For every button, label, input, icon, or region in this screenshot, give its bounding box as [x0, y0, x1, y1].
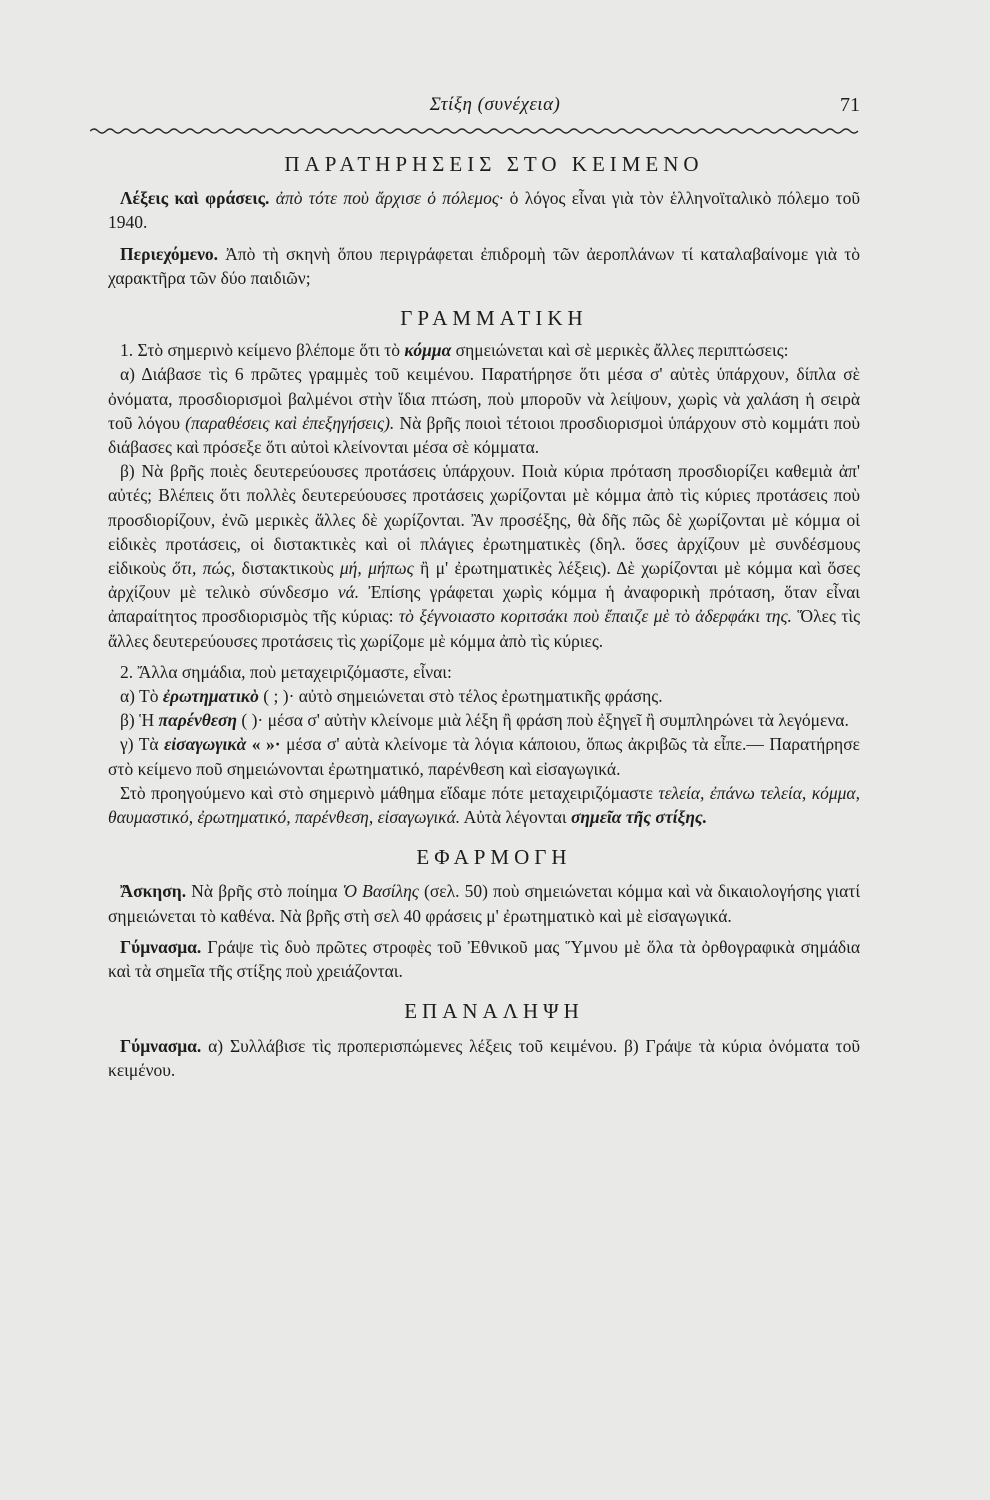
- term-comma: κόμμα: [404, 340, 452, 361]
- paragraph-text: Ὅλες τὶς ἄλλες δευτερεύουσες προτάσεις τὶς χωρίζομε μὲ κόμμα ἀπὸ τὶς κύριες.: [108, 606, 861, 651]
- lead-practice: Γύμνασμα.: [120, 1035, 202, 1056]
- symbol: « »·: [251, 734, 281, 755]
- grammar-item-2c: [108, 732, 860, 780]
- lead-words-phrases: Λέξεις καὶ φράσεις.: [120, 188, 270, 209]
- paragraph-text: γ) Τὰ: [120, 734, 159, 755]
- paragraph-text: Ἀπὸ τὴ σκηνὴ ὅπου περιγράφεται ἐπιδρομὴ τῶν ἀεροπλάνων τί καταλαβαίνομε γιὰ τὸ χαρακτῆρα τῶν δύο παιδιῶν;: [108, 243, 860, 288]
- grammar-item-2a: [108, 684, 860, 708]
- page-body: [108, 152, 860, 1082]
- section-heading-revision: ΕΠΑΝΑΛΗΨΗ: [404, 999, 584, 1024]
- exercise-paragraph: [108, 879, 860, 927]
- paragraph-text: α) Συλλάβισε τὶς προπερισπώμενες λέξεις τοῦ κειμένου. β) Γράψε τὰ κύρια ὀνόματα τοῦ κειμένου.: [108, 1035, 861, 1080]
- grammar-item-1: [108, 338, 860, 362]
- italic-example: ὅτι, πώς,: [172, 558, 236, 579]
- paragraph-text: β) Νὰ βρῆς ποιὲς δευτερεύουσες προτάσεις ὑπάρχουν. Ποιὰ κύρια πρόταση προσδιορίζει καθεμιὰ ἀπ' αὐτές; Βλέπεις ὅτι πολλὲς δευτερεύουσες προτάσεις χωρίζονται μὲ κόμμα ἀπὸ τὶς κύριες προτάσεις ποὺ προσδιορίζουν, ἐνῶ μερικὲς ἄλλες δὲ χωρίζονται. Ἂν προσέξης, θὰ δῆς πῶς δὲ χωρίζονται μὲ κόμμα οἱ εἰδικὲς προτάσεις, οἱ διστακτικὲς καὶ οἱ πλάγιες ἐρωτηματικὲς (δηλ. ὅσες ἀρχίζουν μὲ συνδέσμους εἰδικοὺς: [108, 461, 860, 579]
- practice-paragraph: [108, 935, 860, 983]
- running-title: Στίξη (συνέχεια): [429, 94, 561, 115]
- page-header: [0, 94, 990, 130]
- paragraph-text: Ἐπίσης γράφεται χωρὶς κόμμα ἡ ἀναφορικὴ πρόταση, ὅταν εἶναι ἀπαραίτητος προσδιορισμὸς τῆς κύριας:: [108, 582, 861, 627]
- page-number: 71: [840, 94, 860, 116]
- term-punctuation-marks: σημεῖα τῆς στίξης.: [570, 807, 708, 828]
- italic-example: μή, μήπως: [339, 558, 414, 579]
- italic-example: τὸ ξέγνοιαστο κοριτσάκι ποὺ ἔπαιζε μὲ τὸ ἀδερφάκι της.: [398, 606, 792, 627]
- term-parenthesis: παρένθεση: [158, 710, 238, 731]
- revision-paragraph: [108, 1034, 860, 1082]
- paragraph-text: ἢ μ' ἐρωτηματικὲς λέξεις). Δὲ χωρίζονται μὲ κόμμα καὶ ὅσες ἀρχίζουν μὲ τελικὸ σύνδεσμο: [108, 558, 861, 603]
- paragraph-text: Γράψε τὶς δυὸ πρῶτες στροφὲς τοῦ Ἐθνικοῦ μας Ὕμνου μὲ ὅλα τὰ ὀρθογραφικὰ σημάδια καὶ τὰ σημεῖα τῆς στίξης ποὺ χρειάζονται.: [108, 936, 860, 982]
- paragraph-text: μέσα σ' αὐτὴν κλείνομε μιὰ λέξη ἢ φράση ποὺ ἐξηγεῖ ἢ συμπληρώνει τὰ λεγόμενα.: [267, 710, 849, 731]
- symbol: ( )·: [241, 710, 264, 731]
- paragraph-text: Στὸ προηγούμενο καὶ στὸ σημερινὸ μάθημα εἴδαμε πότε μεταχειριζόμαστε: [120, 782, 653, 803]
- lead-content: Περιεχόμενο.: [120, 243, 219, 264]
- paragraph-text: α) Διάβασε τὶς 6 πρῶτες γραμμὲς τοῦ κειμένου. Παρατήρησε ὅτι μέσα σ' αὐτὲς ὑπάρχουν, δίπλα σὲ ὀνόματα, προσδιορισμοὶ βαλμένοι στὴν ἴδια πτώση, ποὺ μποροῦν νὰ λείψουν, χωρὶς νὰ χαλάση ἡ σειρὰ τοῦ λόγου: [108, 364, 860, 433]
- paragraph-text: Νὰ βρῆς στὸ ποίημα: [191, 881, 338, 902]
- section-heading-grammar: ΓΡΑΜΜΑΤΙΚΗ: [400, 306, 588, 331]
- quoted-phrase: ἀπὸ τότε ποὺ ἄρχισε ὁ πόλεμος·: [275, 188, 504, 209]
- section-heading-observations: ΠΑΡΑΤΗΡΗΣΕΙΣ ΣΤΟ ΚΕΙΜΕΝΟ: [284, 152, 704, 176]
- wavy-rule: [90, 126, 860, 136]
- paragraph-text: ὁ λόγος εἶναι γιὰ τὸν ἑλληνοϊταλικὸ πόλεμο τοῦ 1940.: [108, 188, 860, 233]
- paragraph-text: 1. Στὸ σημερινὸ κείμενο βλέπομε ὅτι τὸ: [120, 340, 401, 361]
- term-question-mark: ἐρωτηματικὸ: [162, 686, 259, 707]
- paragraph-text: αὐτὸ σημειώνεται στὸ τέλος ἐρωτηματικῆς φράσης.: [298, 686, 663, 707]
- italic-example: νά.: [337, 582, 360, 603]
- grammar-item-1b: [108, 459, 860, 653]
- paragraph-text: (σελ. 50) ποὺ σημειώνεται κόμμα καὶ νὰ δικαιολογήσης γιατί σημειώνεται τὸ καθένα. Νὰ βρῆς στὴ σελ 40 φράσεις μ' ἐρωτηματικὸ καὶ μὲ εἰσαγωγικά.: [108, 881, 861, 926]
- lead-exercise: Ἄσκηση.: [120, 881, 187, 902]
- paragraph-text: β) Ἡ: [120, 710, 155, 731]
- italic-note: (παραθέσεις καὶ ἐπεξηγήσεις).: [185, 412, 395, 433]
- paragraph-words-phrases: [108, 186, 860, 234]
- poem-title: Ὁ Βασίλης: [342, 881, 419, 902]
- section-heading-application: ΕΦΑΡΜΟΓΗ: [416, 845, 572, 870]
- symbol: ( ; )·: [263, 686, 295, 707]
- paragraph-text: α) Τὸ: [120, 686, 159, 707]
- grammar-item-1a: [108, 362, 860, 459]
- term-quotation-marks: εἰσαγωγικὰ: [164, 734, 247, 755]
- grammar-item-2: 2. Ἄλλα σημάδια, ποὺ μεταχειριζόμαστε, εἶναι:: [120, 661, 452, 682]
- paragraph-text: σημειώνεται καὶ σὲ μερικὲς ἄλλες περιπτώσεις:: [455, 340, 789, 361]
- paragraph-content: [108, 242, 860, 290]
- paragraph-text: διστακτικοὺς: [241, 558, 334, 579]
- lead-practice: Γύμνασμα.: [120, 936, 202, 957]
- paragraph-text: μέσα σ' αὐτὰ κλείνομε τὰ λόγια κάποιου, ὅπως ἀκριβῶς τὰ εἶπε.— Παρατήρησε στὸ κείμενο ποῦ σημειώνονται ἐρωτηματικό, παρένθεση καὶ εἰσαγωγικά.: [108, 734, 860, 779]
- grammar-item-2b: [108, 708, 860, 732]
- grammar-summary: [108, 781, 860, 829]
- paragraph-text: Αὐτὰ λέγονται: [463, 807, 567, 828]
- paragraph-text: Νὰ βρῆς ποιοὶ τέτοιοι προσδιορισμοὶ ὑπάρχουν στὸ κομμάτι ποὺ διάβασες καὶ πρόσεξε ὅτι αὐτοὶ κλείνονται μέσα σὲ κόμματα.: [108, 412, 860, 458]
- italic-list: τελεία, ἐπάνω τελεία, κόμμα, θαυμαστικό, ἐρωτηματικό, παρένθεση, εἰσαγωγικά.: [108, 782, 860, 828]
